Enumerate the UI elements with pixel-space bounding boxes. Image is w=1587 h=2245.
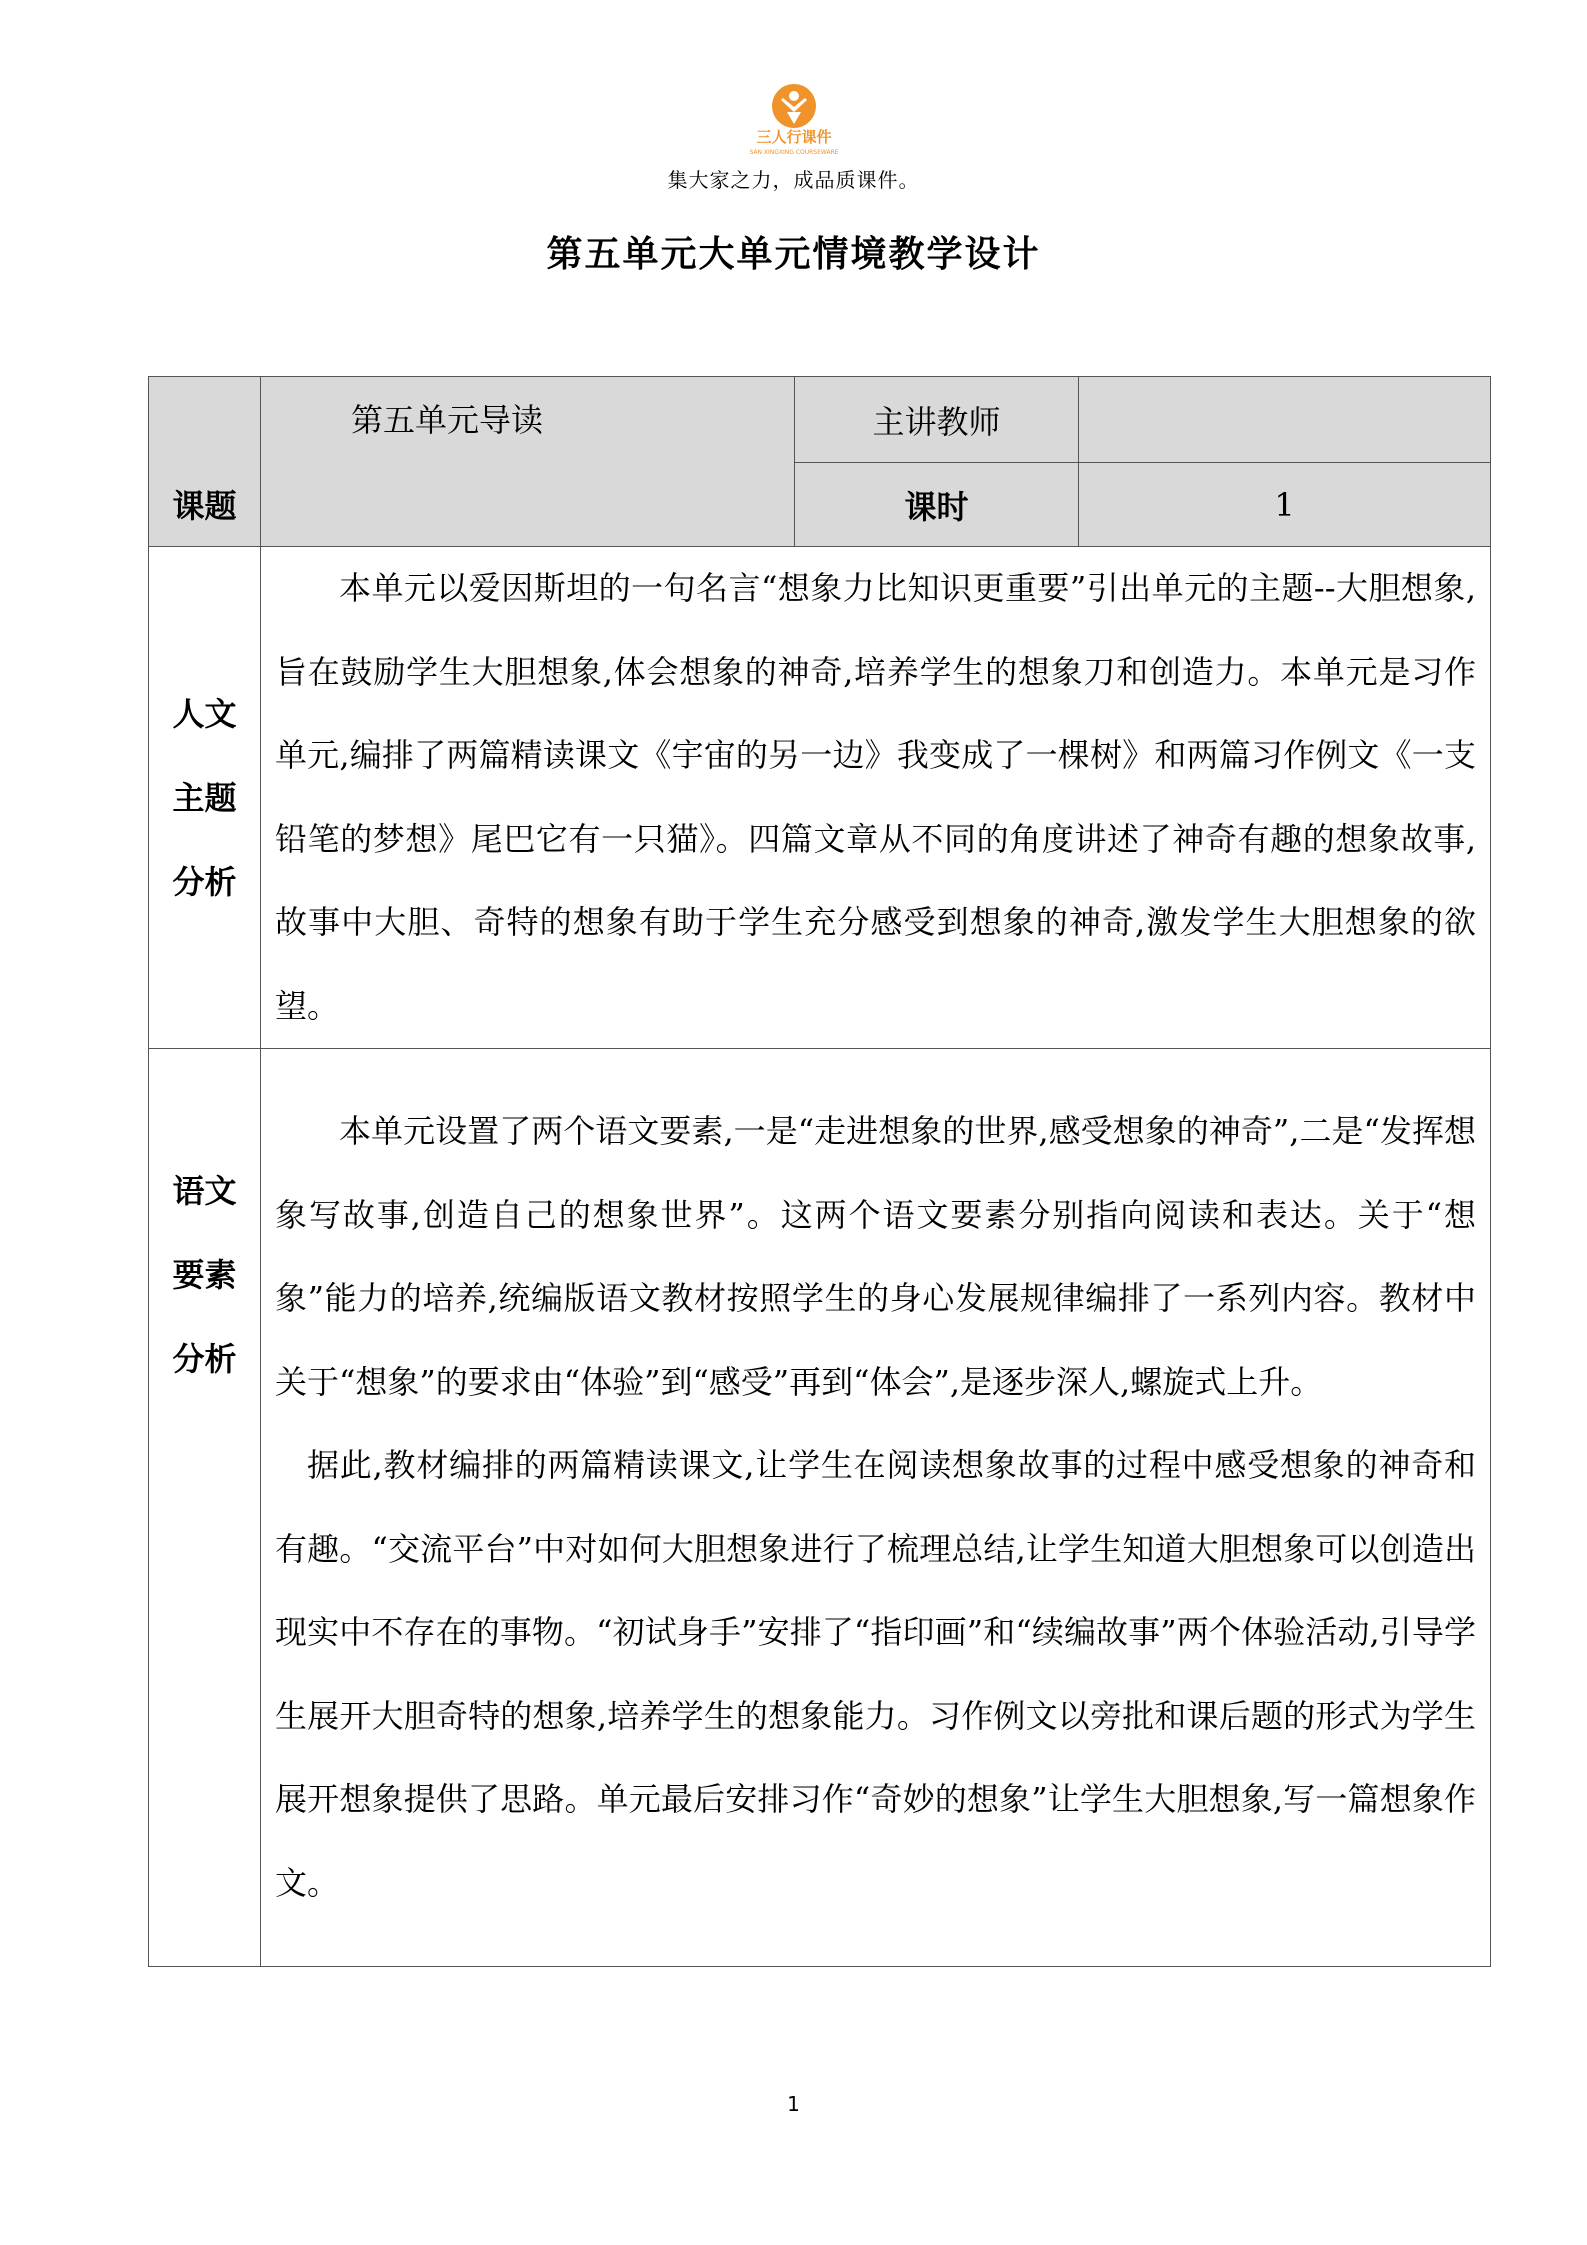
humanities-analysis-text: 本单元以爱因斯坦的一句名言“想象力比知识更重要”引出单元的主题--大胆想象,旨在鼓励学生大胆想象,体会想象的神奇,培养学生的想象刀和创造力。本单元是习作单元,编排了两篇精读课文《宇宙的另一边》我变成了一棵树》和两篇习作例文《一支铅笔的梦想》尾巴它有一只猫》。四篇文章从不同的角度讲述了神奇有趣的想象故事,故事中大胆、奇特的想象有助于学生充分感受到想象的神奇,激发学生大胆想象的欲望。	[275, 569, 1476, 1025]
elements-label-line-2: 要素	[172, 1256, 237, 1294]
topic-value: 第五单元导读	[351, 401, 544, 439]
page-header	[0, 78, 1587, 193]
svg-text:三人行课件: 三人行课件	[755, 128, 832, 146]
elements-analysis-cell	[261, 1049, 1491, 1967]
elements-label-line-1: 语文	[172, 1172, 237, 1210]
brand-logo-icon	[739, 78, 849, 158]
elements-label-line-3: 分析	[172, 1340, 237, 1378]
document-title: 第五单元大单元情境教学设计	[546, 233, 1041, 275]
teacher-label: 主讲教师	[795, 377, 1079, 463]
svg-text:SAN XINGXING COURSEWARE: SAN XINGXING COURSEWARE	[748, 149, 839, 156]
lesson-plan-table	[148, 376, 1491, 1967]
topic-label: 课题	[149, 377, 261, 547]
slogan: 集大家之力，成品质课件。	[667, 168, 920, 192]
humanities-label-line-2: 主题	[172, 778, 237, 817]
page-number: 1	[787, 2092, 800, 2116]
topic-value-cell	[261, 377, 795, 547]
elements-analysis-text-2: 据此,教材编排的两篇精读课文,让学生在阅读想象故事的过程中感受想象的神奇和有趣。“交流平台”中对如何大胆想象进行了梳理总结,让学生知道大胆想象可以创造出现实中不存在的事物。“初试身手”安排了“指印画”和“续编故事”两个体验活动,引导学生展开大胆奇特的想象,培养学生的想象能力。习作例文以旁批和课后题的形式为学生展开想象提供了思路。单元最后安排习作“奇妙的想象”让学生大胆想象,写一篇想象作文。	[275, 1446, 1476, 1902]
elements-label	[149, 1049, 261, 1967]
humanities-label	[149, 547, 261, 1049]
teacher-value	[1079, 377, 1491, 463]
period-label: 课时	[795, 463, 1079, 547]
humanities-label-line-3: 分析	[172, 862, 237, 901]
elements-analysis-text-1: 本单元设置了两个语文要素,一是“走进想象的世界,感受想象的神奇”,二是“发挥想象写故事,创造自己的想象世界”。这两个语文要素分别指向阅读和表达。关于“想象”能力的培养,统编版语文教材按照学生的身心发展规律编排了一系列内容。教材中关于“想象”的要求由“体验”到“感受”再到“体会”,是逐步深人,螺旋式上升。	[275, 1112, 1476, 1401]
period-value: 1	[1079, 463, 1491, 547]
humanities-label-line-1: 人文	[172, 694, 237, 733]
humanities-analysis-cell	[261, 547, 1491, 1049]
